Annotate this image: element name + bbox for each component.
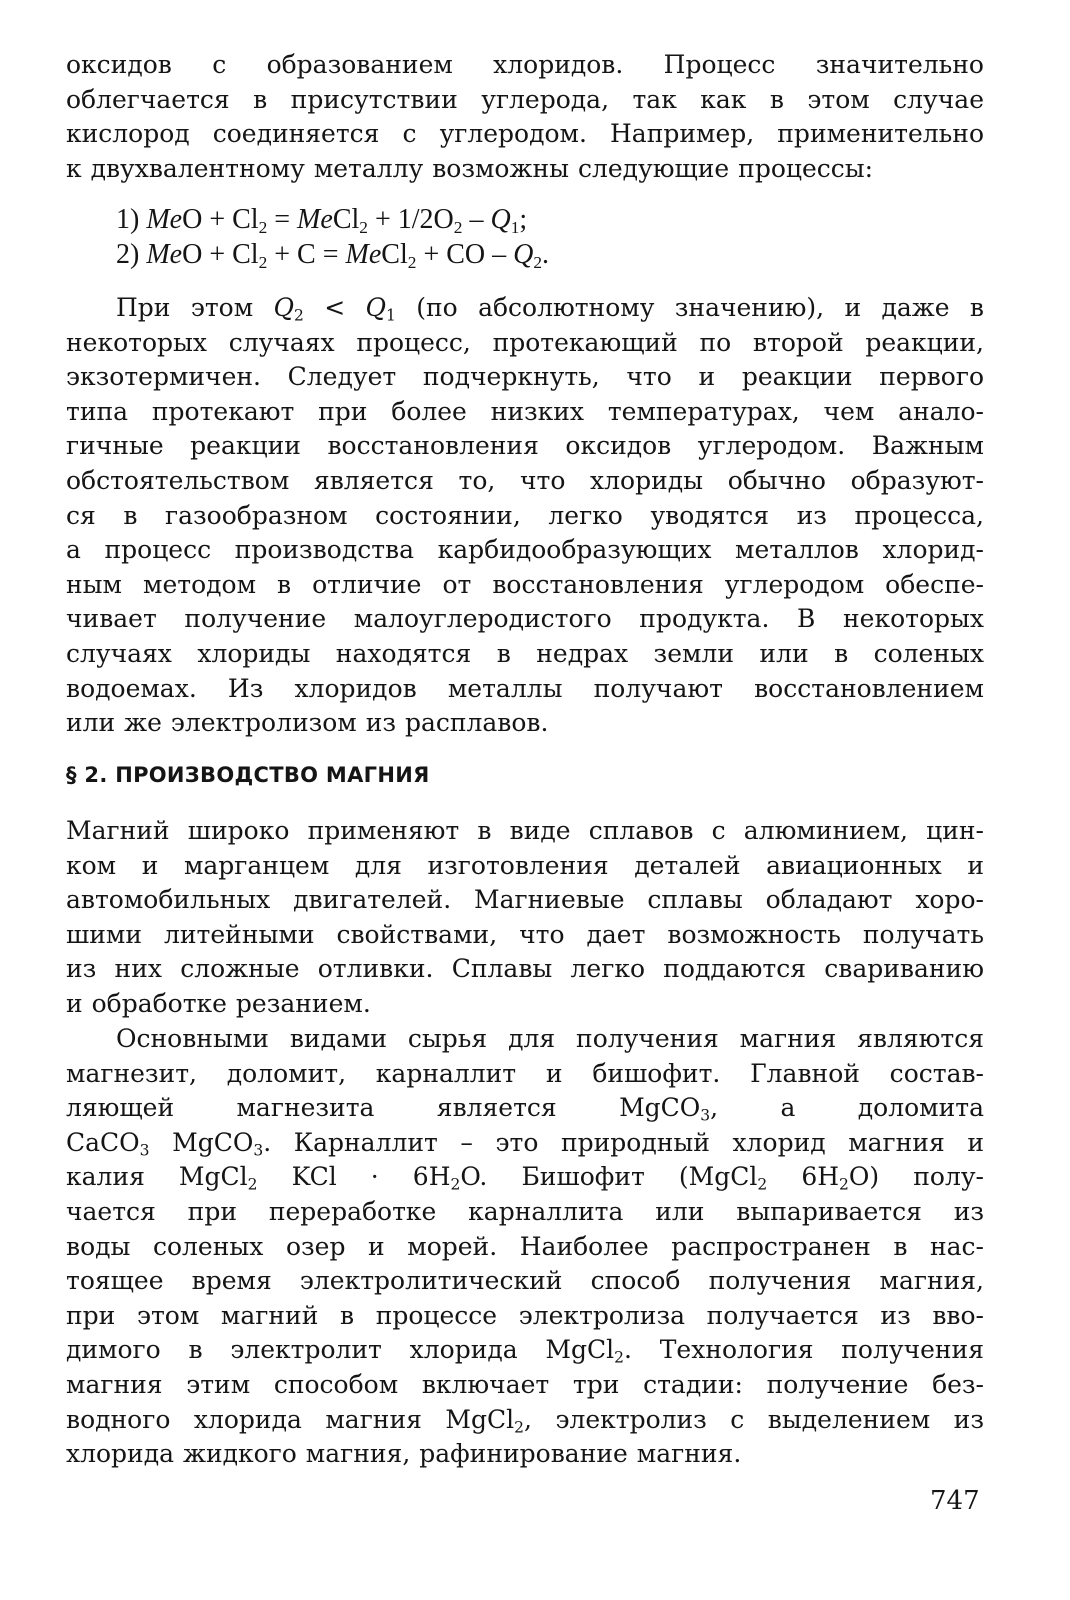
text-line: и обработке резанием. [66, 988, 371, 1018]
formula-1: 1) MeO + $Cl_2$ = MeCl$_2$ + $1/2O_2 - Q_1$; [116, 204, 528, 237]
section-heading: § 2. ПРОИЗВОДСТВО МАГНИЯ [66, 763, 430, 787]
text-line: магния этим способом включает три стадии: получение без- [66, 1369, 984, 1399]
text-line: облегчается в присутствии углерода, так как в этом случае [66, 84, 984, 114]
formula-2: 2) MeO + $Cl_2 + C$ = MeCl$_2$ + CO – $Q_2$. [116, 239, 550, 272]
paragraph-3 [66, 814, 984, 1022]
text-line: экзотермичен. Следует подчеркнуть, что и реакции первого [66, 362, 984, 392]
text-line: тоящее время электролитический способ получения магния, [66, 1266, 984, 1296]
text-line: из них сложные отливки. Сплавы легко поддаются свариванию [66, 954, 984, 984]
text-line: CaCO$_3$ MgCO$_3$. Карналлит – это природный хлорид магния и [66, 1127, 984, 1160]
text-line: чивает получение малоуглеродистого продукта. В некоторых [66, 604, 984, 634]
text-line: оксидов с образованием хлоридов. Процесс значительно [66, 50, 984, 79]
text-line: воды соленых озер и морей. Наиболее распространен в нас- [66, 1231, 984, 1261]
text-line: а процесс производства карбидообразующих металлов хлорид- [66, 535, 984, 565]
text-line: водного хлорида магния MgCl$_2$, электролиз с выделением из [66, 1404, 984, 1436]
text-line: гичные реакции восстановления оксидов углеродом. Важным [66, 431, 984, 461]
text-line: чается при переработке карналлита или выпаривается из [66, 1196, 984, 1226]
text-line: ком и марганцем для изготовления деталей авиационных и [66, 850, 984, 880]
text-line: димого в электролит хлорида MgCl$_2$. Технология получения [66, 1335, 984, 1367]
text-line: ся в газообразном состоянии, легко уводятся из процесса, [66, 500, 984, 530]
text-line: автомобильных двигателей. Магниевые сплавы обладают хоро- [66, 885, 984, 915]
text-line: или же электролизом из расплавов. [66, 708, 549, 738]
intro-paragraph [66, 48, 984, 186]
text-line: При этом $Q_2 < Q_1$ (по абсолютному значению), и даже в [116, 293, 984, 325]
text-line: калия MgCl$_2$ KCl · $6H_2O$. Бишофит (MgCl$_2$ $6H_2O$) полу- [66, 1162, 984, 1194]
text-line: типа протекают при более низких температурах, чем анало- [66, 396, 984, 426]
paragraph-2 [66, 291, 984, 741]
text-line: Магний широко применяют в виде сплавов с алюминием, цин- [66, 816, 984, 845]
text-line: водоемах. Из хлоридов металлы получают восстановлением [66, 673, 984, 703]
text-line: случаях хлориды находятся в недрах земли или в соленых [66, 638, 984, 668]
text-line: обстоятельством является то, что хлориды обычно образуют- [66, 465, 984, 495]
text-line: хлорида жидкого магния, рафинирование магния. [66, 1439, 742, 1469]
text-line: к двухвалентному металлу возможны следующие процессы: [66, 153, 874, 183]
text-line: ным методом в отличие от восстановления углеродом обеспе- [66, 569, 984, 599]
text-line: при этом магний в процессе электролиза получается из вво- [66, 1300, 984, 1330]
page-number: 747 [930, 1486, 980, 1516]
text-line: некоторых случаях процесс, протекающий по второй реакции, [66, 327, 984, 357]
text-line: магнезит, доломит, карналлит и бишофит. Главной состав- [66, 1058, 984, 1088]
text-line: ляющей магнезита является MgCO$_3$, а доломита [66, 1093, 984, 1125]
text-line: кислород соединяется с углеродом. Например, применительно [66, 119, 984, 149]
paragraph-4 [66, 1022, 984, 1472]
text-line: шими литейными свойствами, что дает возможность получать [66, 919, 984, 949]
text-line: Основными видами сырья для получения магния являются [116, 1024, 984, 1053]
